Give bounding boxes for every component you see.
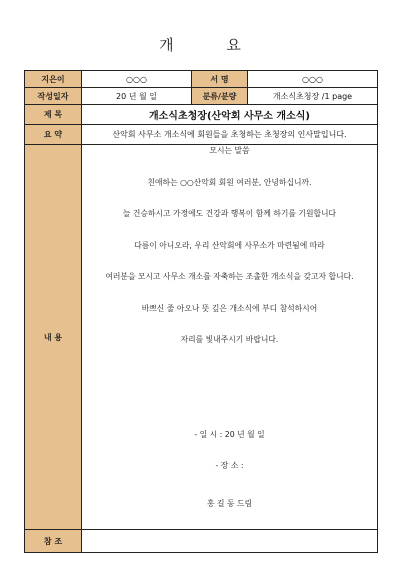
- body-line-datetime: - 일 시 : 20 년 월 일: [194, 429, 265, 439]
- body-line-signature: 홍 길 동 드림: [206, 498, 253, 508]
- body-line-greeting-title: 모시는 말씀: [209, 146, 250, 155]
- body-line-blank: [85, 397, 374, 429]
- body-line-request: 바쁘신 줄 아오나 뜻 깊은 개소식에 부디 참석하시어: [141, 303, 318, 313]
- body-row: [25, 145, 378, 530]
- writer-row: [25, 71, 378, 88]
- reference-row: [25, 530, 378, 553]
- summary-row: [25, 125, 378, 145]
- signature-label: 서 명: [192, 71, 248, 88]
- body-line-salutation: 친애하는 ○○산악회 회원 여러분, 안녕하십니까.: [147, 177, 312, 187]
- document-title: 개 요: [159, 36, 265, 54]
- overview-form-table: [24, 70, 378, 553]
- signature-value: ○○○: [248, 71, 378, 88]
- writer-label: 지은이: [25, 71, 82, 88]
- summary-value: 산악회 사무소 개소식에 회원들을 초청하는 초청장의 인사말입니다.: [82, 125, 378, 145]
- body-line-wishes: 늘 건승하시고 가정에도 건강과 행복이 함께 하기를 기원합니다: [122, 209, 337, 218]
- reference-value: [82, 530, 378, 553]
- date-value: 20 년 월 일: [82, 88, 192, 105]
- body-content: [82, 145, 378, 530]
- category-value: 개소식초청장 /1 page: [248, 88, 378, 105]
- subject-row: [25, 105, 378, 125]
- body-line-reason: 다름이 아니오라, 우리 산악회에 사무소가 마련됨에 따라: [134, 240, 325, 250]
- date-row: [25, 88, 378, 105]
- subject-label: 제 목: [25, 105, 82, 125]
- writer-value: ○○○: [82, 71, 192, 88]
- body-line-place: - 장 소 :: [215, 461, 244, 470]
- category-label: 분류/분량: [192, 88, 248, 105]
- body-line-blank: [85, 366, 374, 398]
- reference-label: 참 조: [25, 530, 82, 553]
- subject-value: 개소식초청장(산악회 사무소 개소식): [82, 105, 378, 125]
- body-line-purpose: 여러분을 모시고 사무소 개소를 자축하는 조촐한 개소식을 갖고자 합니다.: [105, 272, 354, 281]
- summary-label: 요 약: [25, 125, 82, 145]
- date-label: 작성일자: [25, 88, 82, 105]
- body-label: 내 용: [25, 145, 82, 530]
- body-line-closing: 자리를 빛내주시기 바랍니다.: [180, 335, 279, 344]
